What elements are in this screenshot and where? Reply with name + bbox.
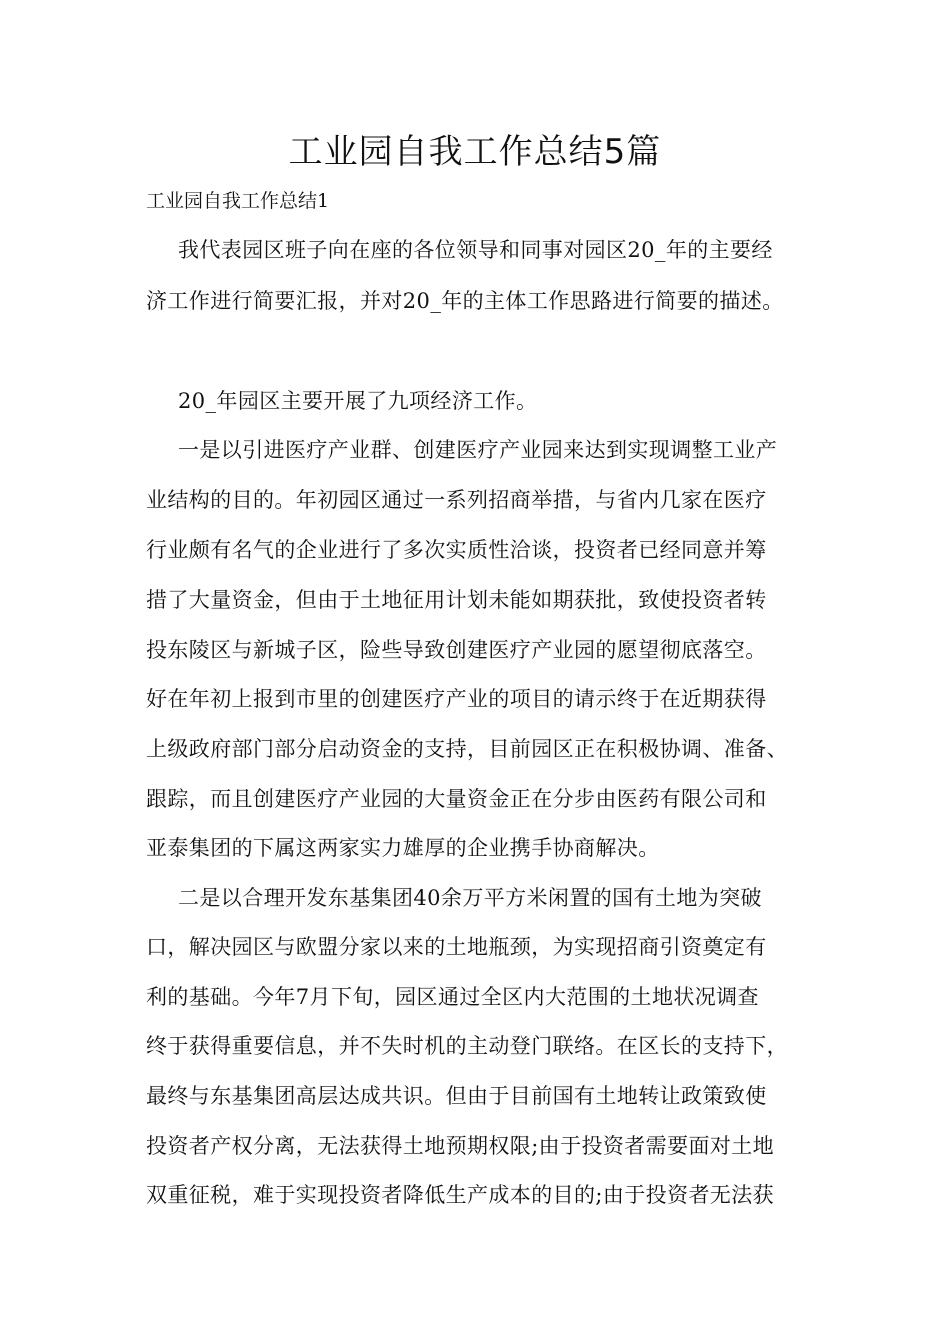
paragraph-line: 口，解决园区与欧盟分家以来的土地瓶颈，为实现招商引资奠定有 <box>146 935 767 959</box>
document-title: 工业园自我工作总结5篇 <box>288 132 662 172</box>
paragraph-line: 济工作进行简要汇报，并对20_年的主体工作思路进行简要的描述。 <box>146 289 784 313</box>
paragraph-line: 双重征税，难于实现投资者降低生产成本的目的;由于投资者无法获 <box>146 1183 775 1207</box>
section-heading: 工业园自我工作总结1 <box>146 190 330 212</box>
paragraph-line: 业结构的目的。年初园区通过一系列招商举措，与省内几家在医疗 <box>146 488 767 512</box>
paragraph-line: 20_年园区主要开展了九项经济工作。 <box>178 389 538 413</box>
paragraph-line: 最终与东基集团高层达成共识。但由于目前国有土地转让政策致使 <box>146 1084 767 1108</box>
paragraph-line: 终于获得重要信息，并不失时机的主动登门联络。在区长的支持下， <box>146 1034 788 1058</box>
paragraph-line: 好在年初上报到市里的创建医疗产业的项目的请示终于在近期获得 <box>146 687 767 711</box>
paragraph-line: 二是以合理开发东基集团40余万平方米闲置的国有土地为突破 <box>178 886 762 910</box>
paragraph-line: 投资者产权分离，无法获得土地预期权限;由于投资者需要面对土地 <box>146 1134 775 1158</box>
paragraph-line: 利的基础。今年7月下旬，园区通过全区内大范围的土地状况调查 <box>146 985 759 1009</box>
paragraph-line: 行业颇有名气的企业进行了多次实质性洽谈，投资者已经同意并筹 <box>146 538 767 562</box>
paragraph-line: 措了大量资金，但由于土地征用计划未能如期获批，致使投资者转 <box>146 588 767 612</box>
paragraph-line: 跟踪，而且创建医疗产业园的大量资金正在分步由医药有限公司和 <box>146 787 767 811</box>
paragraph-line: 亚泰集团的下属这两家实力雄厚的企业携手协商解决。 <box>146 836 660 860</box>
paragraph-line: 投东陵区与新城子区，险些导致创建医疗产业园的愿望彻底落空。 <box>146 638 767 662</box>
paragraph-line: 我代表园区班子向在座的各位领导和同事对园区20_年的主要经 <box>178 238 773 262</box>
paragraph-line: 上级政府部门部分启动资金的支持，目前园区正在积极协调、准备、 <box>146 737 788 761</box>
paragraph-line: 一是以引进医疗产业群、创建医疗产业园来达到实现调整工业产 <box>178 438 778 462</box>
